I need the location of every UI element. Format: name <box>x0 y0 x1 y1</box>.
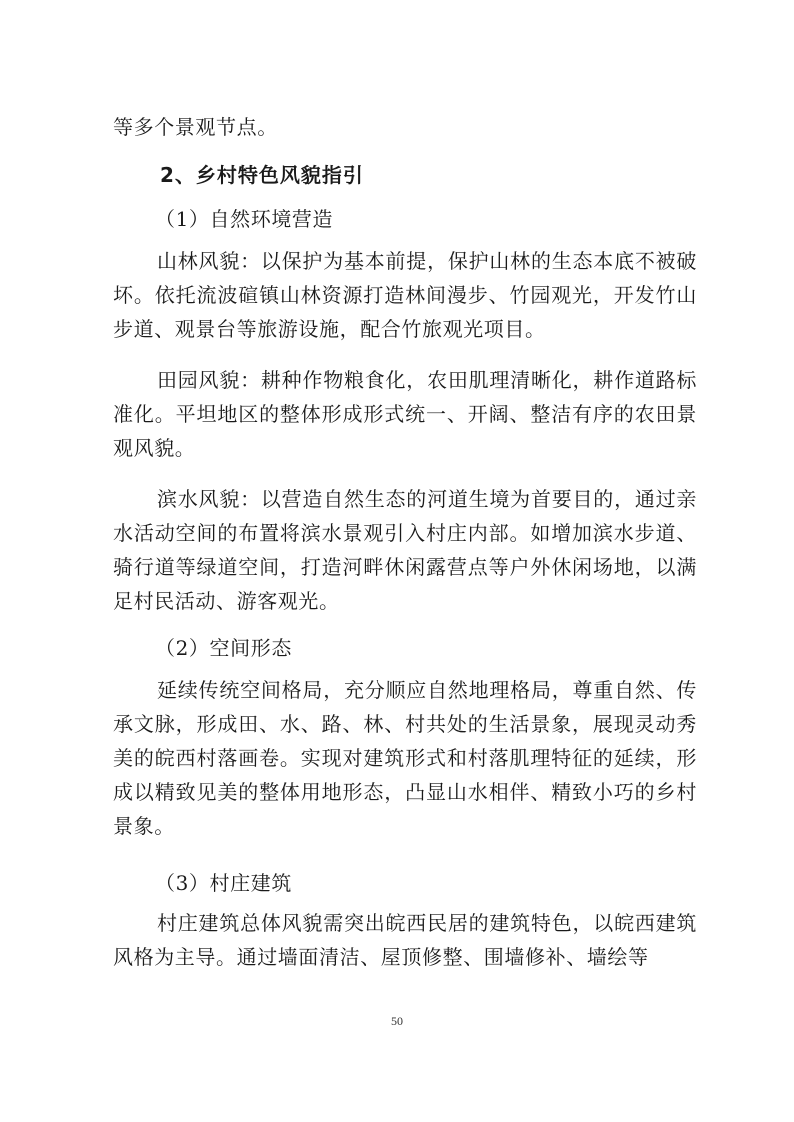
waterfront-paragraph: 滨水风貌：以营造自然生态的河道生境为首要目的，通过亲水活动空间的布置将滨水景观引入村庄内部。如增加滨水步道、骑行道等绿道空间，打造河畔休闲露营点等户外休闲场地，以满足村民活动、游客观光。 <box>113 487 697 613</box>
mountain-forest-paragraph: 山林风貌：以保护为基本前提，保护山林的生态本底不被破坏。依托流波碹镇山林资源打造林间漫步、竹园观光，开发竹山步道、观景台等旅游设施，配合竹旅观光项目。 <box>113 249 697 341</box>
subsection-heading-village-architecture: （3）村庄建筑 <box>155 871 292 895</box>
village-architecture-paragraph: 村庄建筑总体风貌需突出皖西民居的建筑特色，以皖西建筑风格为主导。通过墙面清洁、屋顶修整、围墙修补、墙绘等 <box>113 911 697 969</box>
section-heading: 2、乡村特色风貌指引 <box>160 163 364 187</box>
field-landscape-paragraph: 田园风貌：耕种作物粮食化，农田肌理清晰化，耕作道路标准化。平坦地区的整体形成形式统一、开阔、整洁有序的农田景观风貌。 <box>113 368 697 460</box>
subsection-heading-natural-environment: （1）自然环境营造 <box>155 207 334 231</box>
spatial-form-paragraph: 延续传统空间格局，充分顺应自然地理格局，尊重自然、传承文脉，形成田、水、路、林、村共处的生活景象，展现灵动秀美的皖西村落画卷。实现对建筑形式和村落肌理特征的延续，形成以精致见美的整体用地形态，凸显山水相伴、精致小巧的乡村景象。 <box>113 678 697 838</box>
continuation-paragraph: 等多个景观节点。 <box>113 115 278 139</box>
subsection-heading-spatial-form: （2）空间形态 <box>155 636 292 660</box>
page-number: 50 <box>391 1014 403 1028</box>
